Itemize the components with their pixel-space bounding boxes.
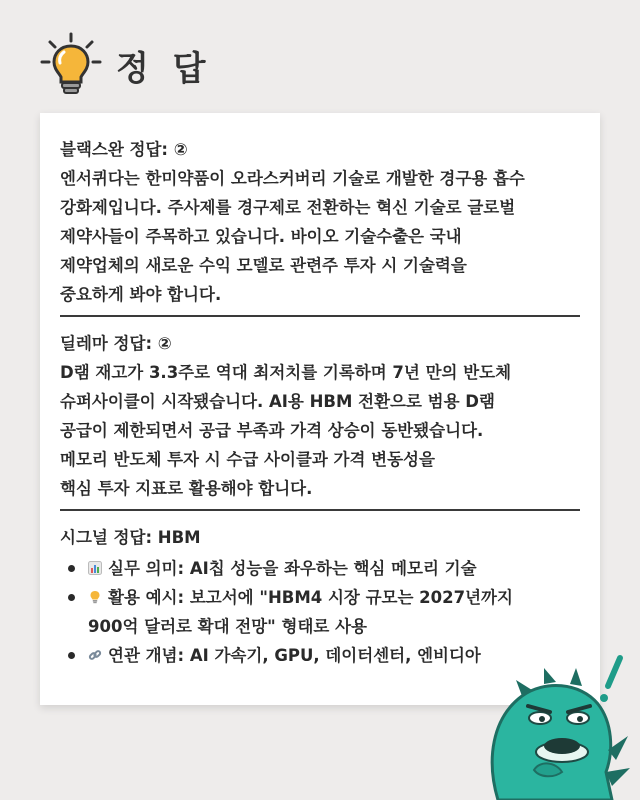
bullet-dot: [68, 565, 75, 572]
section-body: [60, 358, 582, 503]
section-title: 블랙스완 정답: ②: [60, 140, 188, 159]
divider: [60, 509, 580, 511]
body-line: 제약업체의 새로운 수익 모델로 관련주 투자 시 기술력을: [60, 256, 467, 275]
body-line: 강화제입니다. 주사제를 경구제로 전환하는 혁신 기술로 글로벌: [60, 198, 516, 217]
section-title: 딜레마 정답: ②: [60, 334, 172, 353]
exclamation-icon: [600, 658, 620, 702]
body-line: 핵심 투자 지표로 활용해야 합니다.: [60, 479, 313, 498]
section-body: [60, 164, 582, 309]
bullet-dot: [68, 594, 75, 601]
body-line: 중요하게 봐야 합니다.: [60, 285, 222, 304]
bullet-text: 활용 예시: 보고서에 "HBM4 시장 규모는 2027년까지: [108, 588, 513, 607]
link-icon: [88, 648, 102, 662]
body-line: 공급이 제한되면서 공급 부족과 가격 상승이 동반됐습니다.: [60, 421, 484, 440]
bullet-text: 실무 의미: AI칩 성능을 좌우하는 핵심 메모리 기술: [108, 559, 477, 578]
body-line: 제약사들이 주목하고 있습니다. 바이오 기술수출은 국내: [60, 227, 462, 246]
page-title: 정 답: [116, 48, 212, 89]
section-dilemma: [60, 329, 582, 503]
body-line: D램 재고가 3.3주로 역대 최저치를 기록하며 7년 만의 반도체: [60, 363, 512, 382]
lightbulb-icon: [88, 590, 102, 604]
list-item: [60, 583, 582, 641]
list-item: [60, 554, 582, 583]
section-blackswan: [60, 135, 582, 309]
body-line: 메모리 반도체 투자 시 수급 사이클과 가격 변동성을: [60, 450, 435, 469]
body-line: 슈퍼사이클이 시작됐습니다. AI용 HBM 전환으로 범용 D램: [60, 392, 495, 411]
bullet-dot: [68, 652, 75, 659]
lightbulb-icon: [36, 30, 106, 100]
section-title: 시그널 정답: HBM: [60, 528, 201, 547]
bullet-text: 연관 개념: AI 가속기, GPU, 데이터센터, 엔비디아: [108, 646, 481, 665]
mascot-character: [478, 640, 640, 800]
body-line: 엔서퀴다는 한미약품이 오라스커버리 기술로 개발한 경구용 흡수: [60, 169, 525, 188]
divider: [60, 315, 580, 317]
bar-chart-icon: [88, 561, 102, 575]
page-header: [36, 30, 212, 100]
bullet-text: 900억 달러로 확대 전망" 형태로 사용: [88, 617, 367, 636]
answer-card: [40, 113, 600, 705]
